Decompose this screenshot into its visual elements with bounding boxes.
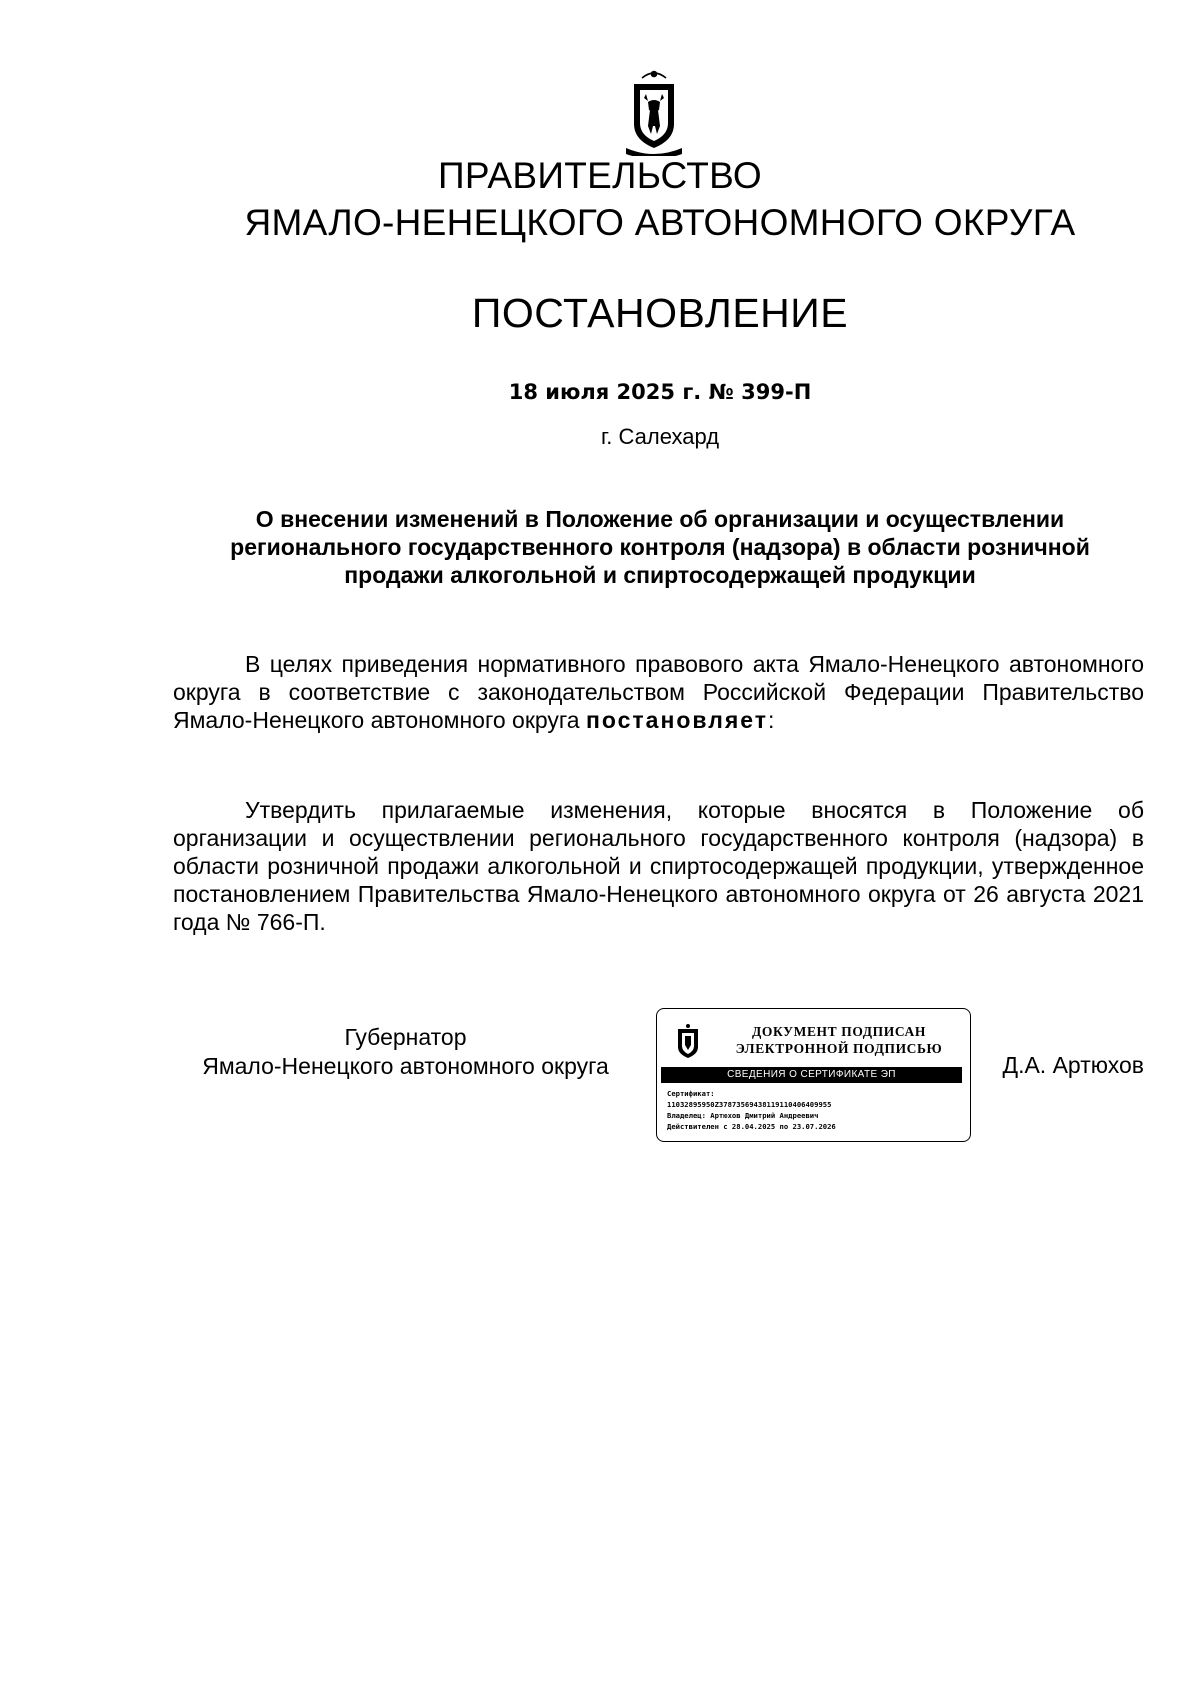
preamble-text: В целях приведения нормативного правового акта Ямало-Ненецкого автономного округа в соответствие с законодательством Российской Федерации Правительство Ямало-Ненецкого автономного округа xyxy=(173,651,1144,733)
certificate-owner: Владелец: Артюхов Дмитрий Андреевич xyxy=(667,1111,819,1120)
certificate-validity: Действителен с 28.04.2025 по 23.07.2026 xyxy=(667,1122,836,1131)
resolves-word: постановляет xyxy=(585,707,769,733)
org-title-line1: ПРАВИТЕЛЬСТВО xyxy=(437,155,762,196)
stamp-emblem-icon xyxy=(675,1023,701,1061)
certificate-label: Сертификат: xyxy=(667,1089,715,1098)
preamble-colon: : xyxy=(768,707,775,733)
paragraph-resolution: Утвердить прилагаемые изменения, которые вносятся в Положение об организации и осуществлении регионального государственного контроля (надзора) в области розничной продажи алкогольной и спиртосодержащей продукции, утвержденное постановлением Правительства Ямало-Ненецкого автономного округа от 26 августа 2021 года № 766-П. xyxy=(173,797,1144,935)
date-and-number: 18 июля 2025 г. № 399-П xyxy=(508,380,812,404)
certificate-info-bar: СВЕДЕНИЯ О СЕРТИФИКАТЕ ЭП xyxy=(661,1067,962,1083)
certificate-number: 11032895950Z37873569438119110406409955 xyxy=(667,1100,832,1109)
stamp-title-line2: ЭЛЕКТРОННОЙ ПОДПИСЬЮ xyxy=(735,1041,943,1056)
document-type: ПОСТАНОВЛЕНИЕ xyxy=(471,290,849,336)
document-subject: О внесении изменений в Положение об организации и осуществлении регионального государственного контроля (надзора) в области розничной продажи алкогольной и спиртосодержащей продукции xyxy=(230,506,1090,588)
signatory-position xyxy=(173,1023,638,1081)
position-line1: Губернатор xyxy=(344,1024,467,1050)
signatory-name: Д.А. Артюхов xyxy=(1002,1052,1144,1078)
org-title-line2: ЯМАЛО-НЕНЕЦКОГО АВТОНОМНОГО ОКРУГА xyxy=(244,202,1076,243)
certificate-details xyxy=(667,1088,962,1132)
coat-of-arms-icon xyxy=(620,68,688,156)
city: г. Салехард xyxy=(600,424,720,449)
position-line2: Ямало-Ненецкого автономного округа xyxy=(202,1053,609,1079)
stamp-title xyxy=(719,1023,959,1057)
stamp-title-line1: ДОКУМЕНТ ПОДПИСАН xyxy=(752,1024,926,1039)
paragraph-preamble xyxy=(173,650,1144,734)
electronic-signature-stamp xyxy=(656,1008,971,1142)
